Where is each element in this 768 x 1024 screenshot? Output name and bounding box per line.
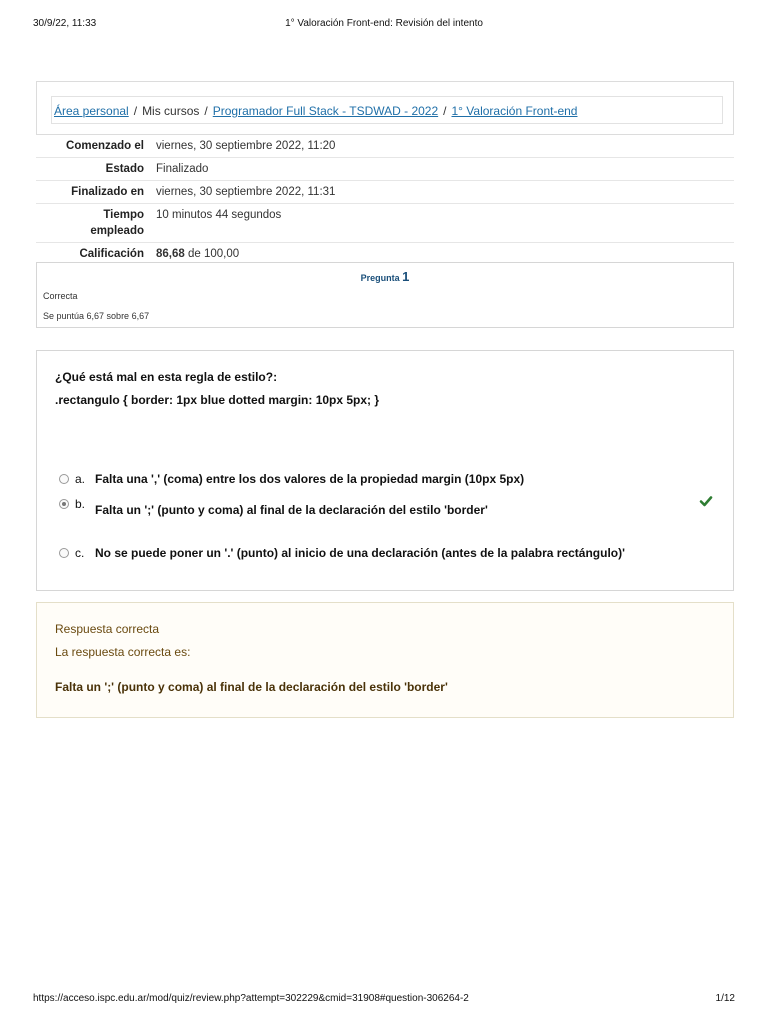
print-footer: [33, 993, 735, 1007]
print-date: 30/9/22, 11:33: [33, 18, 97, 29]
print-header: [33, 18, 735, 32]
print-page-count: 1/12: [715, 993, 735, 1004]
breadcrumb-quiz-link[interactable]: 1° Valoración Front-end: [451, 104, 578, 118]
feedback-box: [36, 602, 734, 718]
option-text: Falta un ';' (punto y coma) al final de la declaración del estilo 'border': [95, 503, 488, 517]
attempt-summary-table: [36, 135, 734, 265]
time-label-line2: empleado: [90, 225, 144, 237]
grade-rest: de 100,00: [184, 248, 240, 260]
finished-label: Finalizado en: [36, 181, 150, 204]
feedback-intro: La respuesta correcta es:: [55, 645, 191, 659]
finished-value: viernes, 30 septiembre 2022, 11:31: [150, 181, 734, 204]
question-grade: Se puntúa 6,67 sobre 6,67: [43, 311, 150, 321]
summary-row-started: [36, 135, 734, 158]
question-number: [37, 269, 733, 284]
state-value: Finalizado: [150, 158, 734, 181]
state-label: Estado: [36, 158, 150, 181]
time-label: [36, 204, 150, 243]
radio-button[interactable]: [59, 548, 69, 558]
question-info-box: [36, 262, 734, 328]
option-letter: b.: [75, 497, 86, 511]
feedback-status: Respuesta correcta: [55, 622, 160, 636]
option-letter: a.: [75, 472, 86, 486]
summary-row-time: [36, 204, 734, 243]
grade-score: 86,68: [156, 248, 185, 260]
breadcrumb-course-link[interactable]: Programador Full Stack - TSDWAD - 2022: [212, 104, 439, 118]
print-url: https://acceso.ispc.edu.ar/mod/quiz/review.php?attempt=302229&cmid=31908#question-306264-2: [33, 993, 469, 1004]
time-value: 10 minutos 44 segundos: [150, 204, 734, 243]
question-number-value: 1: [402, 269, 410, 284]
grade-label: Calificación: [36, 243, 150, 266]
breadcrumb-courses: Mis cursos: [142, 104, 200, 118]
breadcrumb: [51, 96, 723, 124]
time-label-line1: Tiempo: [103, 209, 144, 221]
breadcrumb-card: [36, 81, 734, 135]
radio-button[interactable]: [59, 474, 69, 484]
option-letter: c.: [75, 546, 85, 560]
started-label: Comenzado el: [66, 140, 144, 152]
feedback-correct-answer: Falta un ';' (punto y coma) al final de la declaración del estilo 'border': [55, 680, 448, 694]
breadcrumb-separator: /: [204, 104, 208, 118]
radio-button-selected[interactable]: [59, 499, 69, 509]
summary-row-finished: [36, 181, 734, 204]
breadcrumb-separator: /: [443, 104, 447, 118]
check-icon: [699, 494, 713, 508]
question-text: ¿Qué está mal en esta regla de estilo?:: [55, 370, 278, 384]
breadcrumb-home-link[interactable]: Área personal: [54, 104, 129, 118]
option-text: Falta una ',' (coma) entre los dos valores de la propiedad margin (10px 5px): [95, 472, 525, 486]
started-value: viernes, 30 septiembre 2022, 11:20: [156, 140, 336, 152]
print-title: 1° Valoración Front-end: Revisión del intento: [285, 18, 483, 29]
breadcrumb-separator: /: [133, 104, 138, 118]
question-state: Correcta: [43, 291, 78, 301]
question-label: Pregunta: [360, 273, 400, 283]
summary-row-state: [36, 158, 734, 181]
question-code: .rectangulo { border: 1px blue dotted margin: 10px 5px; }: [55, 393, 380, 407]
question-content: [36, 350, 734, 591]
option-text: No se puede poner un '.' (punto) al inicio de una declaración (antes de la palabra rectángulo)': [95, 546, 625, 560]
